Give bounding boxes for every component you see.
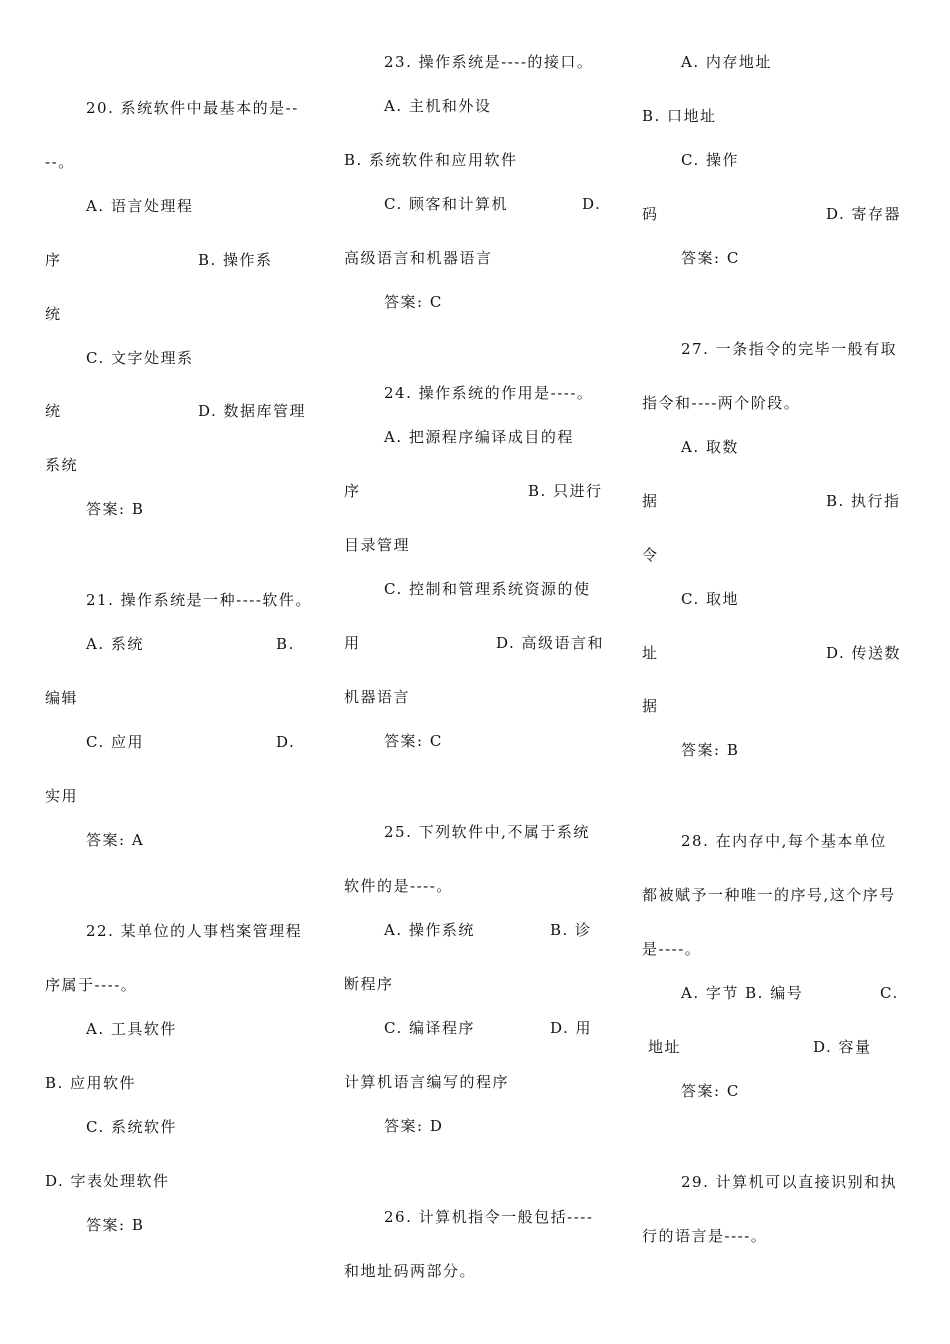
option-d: D. [276, 733, 296, 751]
question-28-stem: 28. 在内存中,每个基本单位 [681, 832, 887, 850]
option-text: 断程序 [344, 975, 394, 993]
answer: 答案: C [384, 732, 443, 750]
option-d: D. [582, 195, 602, 213]
question-24-stem: 24. 操作系统的作用是----。 [384, 384, 594, 402]
question-26-stem: 26. 计算机指令一般包括---- [384, 1208, 594, 1226]
option-text: 令 [642, 546, 659, 564]
answer: 答案: B [86, 1216, 145, 1234]
question-27-stem: 27. 一条指令的完毕一般有取 [681, 340, 898, 358]
option-b: B. 系统软件和应用软件 [344, 151, 518, 169]
question-26-stem-cont: 和地址码两部分。 [344, 1262, 477, 1280]
option-c: C. 应用 [86, 733, 144, 751]
answer: 答案: C [681, 249, 740, 267]
option-text: 据 [642, 492, 659, 510]
question-22-stem-cont: 序属于----。 [45, 976, 138, 994]
question-23-stem: 23. 操作系统是----的接口。 [384, 53, 594, 71]
question-29-stem: 29. 计算机可以直接识别和执 [681, 1173, 898, 1191]
answer: 答案: C [681, 1082, 740, 1100]
option-b: B. 只进行 [528, 482, 603, 500]
option-a: A. 语言处理程 [86, 197, 194, 215]
question-28-stem-cont: 都被赋予一种唯一的序号,这个序号 [642, 886, 896, 904]
option-d: D. 字表处理软件 [45, 1172, 170, 1190]
question-28-stem-cont: 是----。 [642, 940, 702, 958]
option-a-b: A. 字节 B. 编号 [681, 984, 804, 1002]
option-text: 机器语言 [344, 688, 411, 706]
option-text: 地址 [648, 1038, 682, 1056]
question-20-stem: 20. 系统软件中最基本的是-- [86, 99, 299, 117]
option-a: A. 主机和外设 [384, 97, 492, 115]
option-text: 计算机语言编写的程序 [344, 1073, 510, 1091]
option-text: 码 [642, 205, 659, 223]
option-text: 高级语言和机器语言 [344, 249, 493, 267]
question-27-stem-cont: 指令和----两个阶段。 [642, 394, 801, 412]
answer: 答案: B [86, 500, 145, 518]
answer: 答案: C [384, 293, 443, 311]
option-text: 编辑 [45, 689, 79, 707]
option-text: 用 [344, 634, 361, 652]
option-d: D. 高级语言和 [496, 634, 605, 652]
option-a: A. 内存地址 [681, 53, 772, 71]
option-c: C. 编译程序 [384, 1019, 475, 1037]
option-c: C. 操作 [681, 151, 739, 169]
answer: 答案: B [681, 741, 740, 759]
option-a: A. 取数 [681, 438, 739, 456]
option-a: A. 操作系统 [384, 921, 475, 939]
option-c: C. [880, 984, 899, 1002]
question-25-stem-cont: 软件的是----。 [344, 877, 453, 895]
option-d: D. 传送数 [826, 644, 902, 662]
option-text: 统 [45, 402, 62, 420]
option-d: D. 容量 [813, 1038, 872, 1056]
question-29-stem-cont: 行的语言是----。 [642, 1227, 768, 1245]
option-text: 址 [642, 644, 659, 662]
question-22-stem: 22. 某单位的人事档案管理程 [86, 922, 303, 940]
option-b: B. 操作系 [198, 251, 273, 269]
answer: 答案: A [86, 831, 145, 849]
question-21-stem: 21. 操作系统是一种----软件。 [86, 591, 312, 609]
option-c: C. 取地 [681, 590, 739, 608]
option-text: 序 [45, 251, 62, 269]
question-20-stem-cont: --。 [45, 153, 75, 171]
option-b: B. 口地址 [642, 107, 717, 125]
option-b: B. 诊 [550, 921, 592, 939]
option-d: D. 寄存器 [826, 205, 902, 223]
option-text: 系统 [45, 456, 79, 474]
option-text: 据 [642, 697, 659, 715]
option-b: B. [276, 635, 295, 653]
option-text: 统 [45, 305, 62, 323]
option-b: B. 执行指 [826, 492, 901, 510]
answer: 答案: D [384, 1117, 444, 1135]
question-25-stem: 25. 下列软件中,不属于系统 [384, 823, 590, 841]
option-a: A. 系统 [86, 635, 144, 653]
option-c: C. 文字处理系 [86, 349, 194, 367]
option-text: 实用 [45, 787, 79, 805]
option-a: A. 把源程序编译成目的程 [384, 428, 574, 446]
option-text: 序 [344, 482, 361, 500]
option-c: C. 控制和管理系统资源的使 [384, 580, 591, 598]
option-a: A. 工具软件 [86, 1020, 177, 1038]
option-c: C. 系统软件 [86, 1118, 177, 1136]
option-c: C. 顾客和计算机 [384, 195, 508, 213]
option-d: D. 数据库管理 [198, 402, 307, 420]
option-d: D. 用 [550, 1019, 593, 1037]
option-b: B. 应用软件 [45, 1074, 137, 1092]
option-text: 目录管理 [344, 536, 411, 554]
